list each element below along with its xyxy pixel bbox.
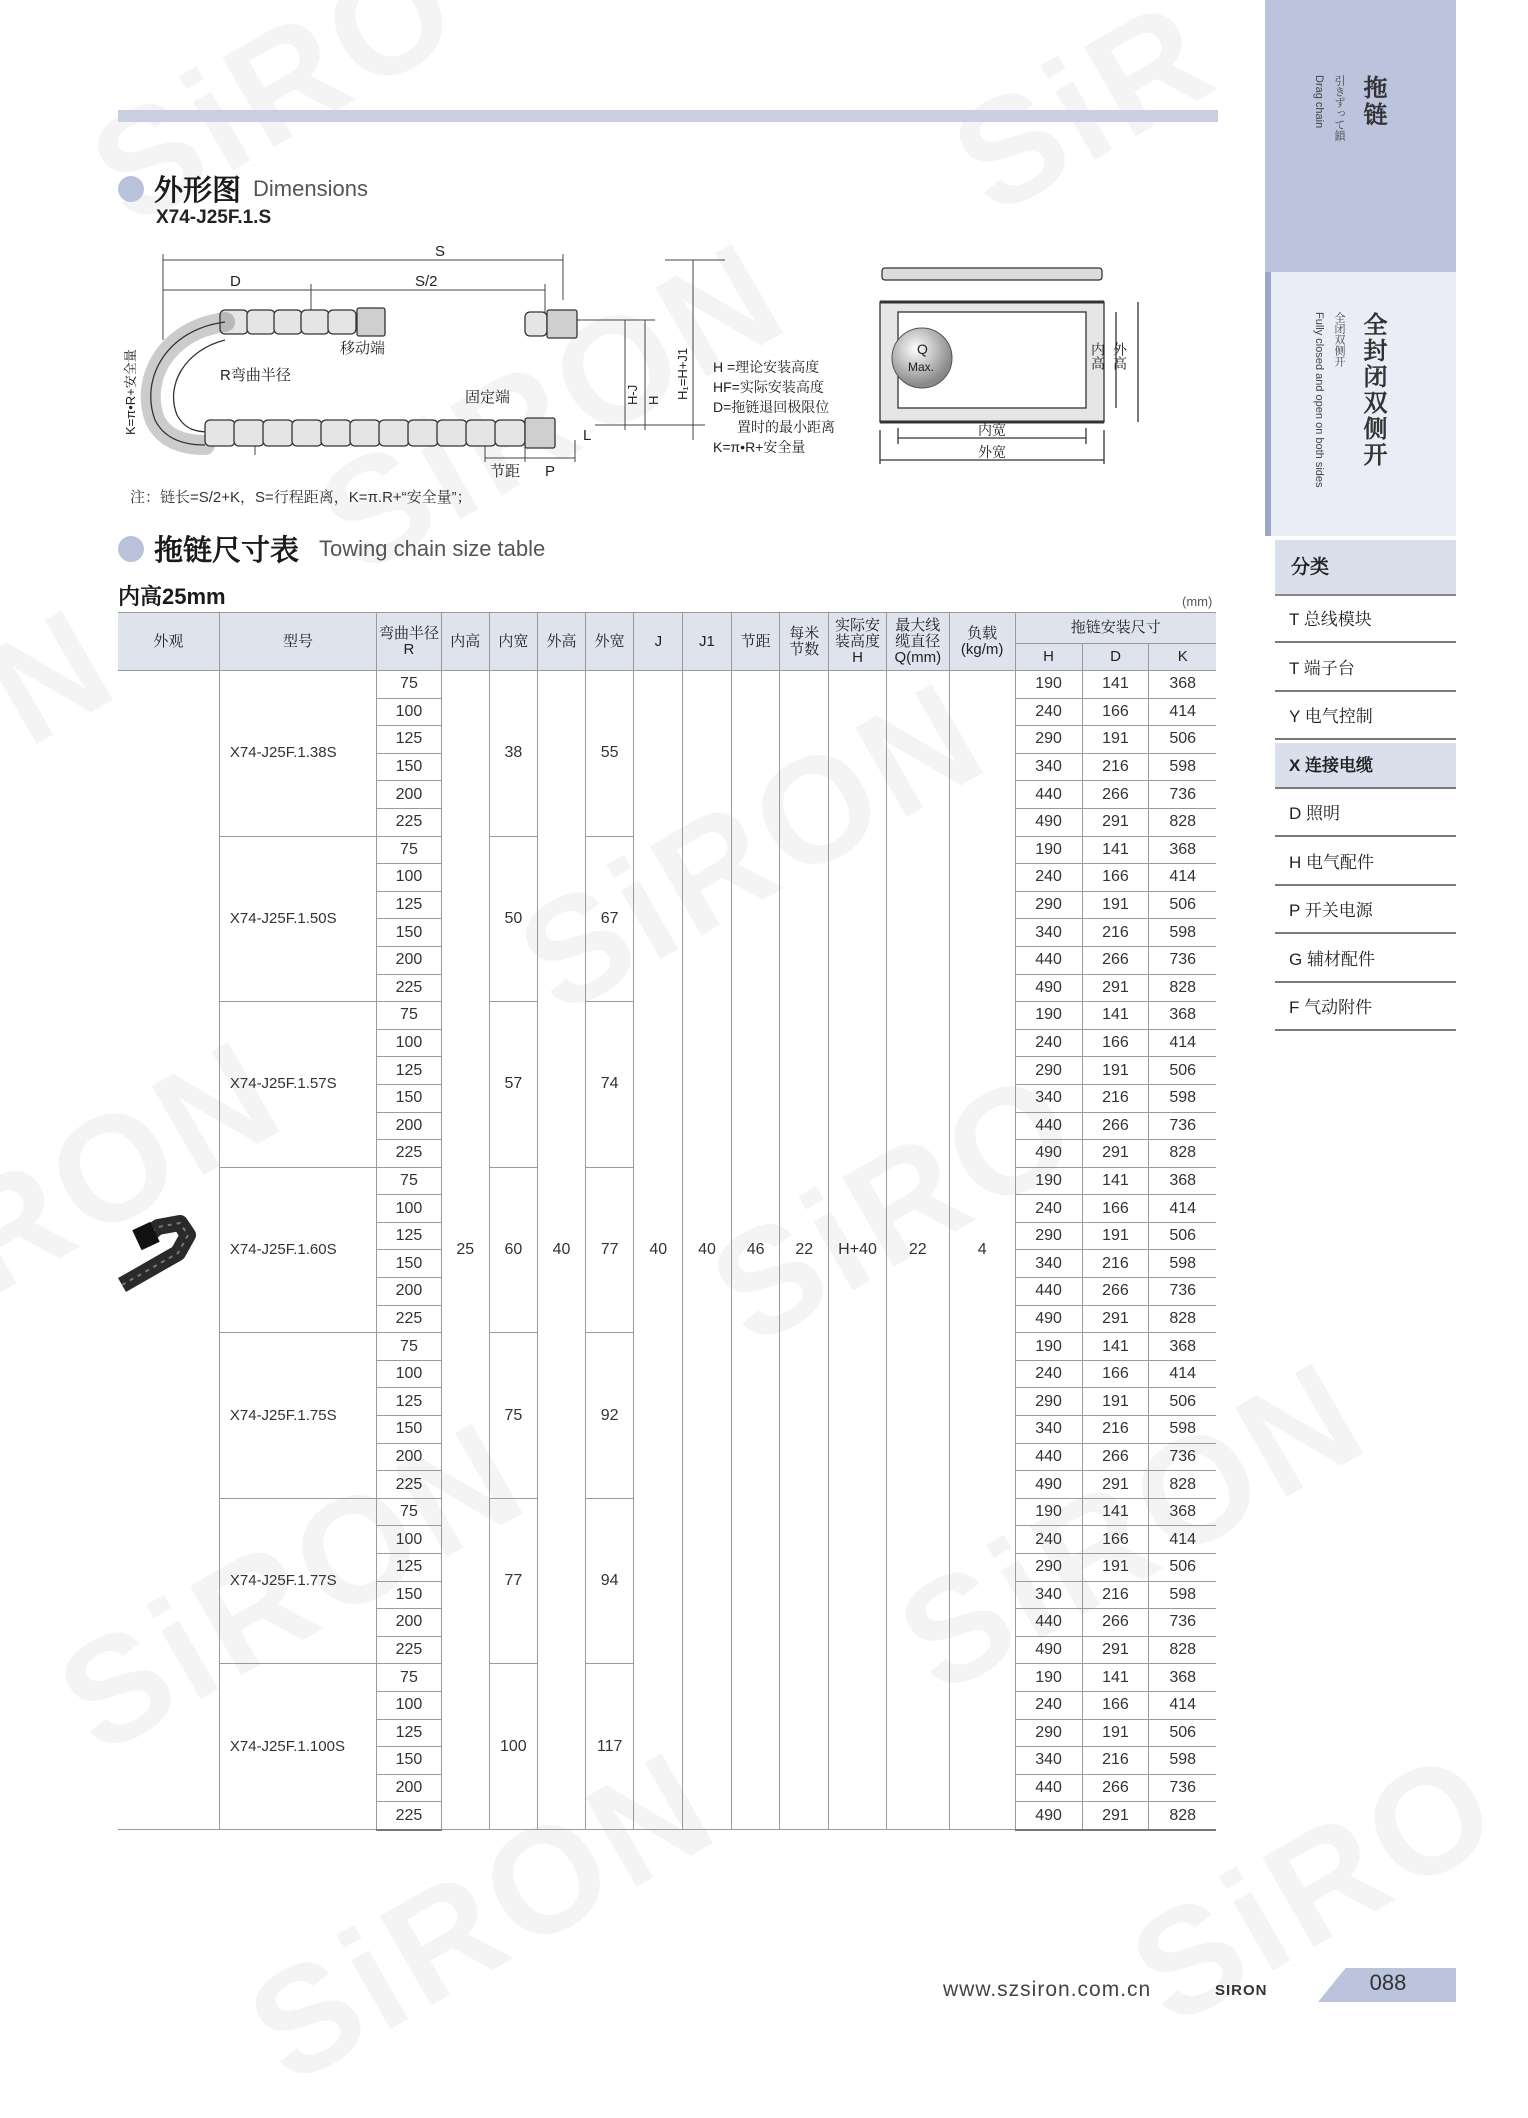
install-d-cell: 216 — [1082, 919, 1149, 947]
install-d-cell: 266 — [1082, 1278, 1149, 1306]
sidebar-item[interactable]: X 连接电缆 — [1275, 743, 1456, 789]
install-k-cell: 414 — [1149, 1526, 1216, 1554]
inner-height-subheading: 内高25mm — [118, 584, 226, 609]
l-label: L — [583, 427, 592, 444]
radius-cell: 100 — [377, 1360, 442, 1388]
model-name-cell: X74-J25F.1.77S — [219, 1498, 376, 1664]
install-h-cell: 240 — [1015, 864, 1082, 892]
outer-width-cell: 74 — [585, 1002, 634, 1168]
sidebar-band-accent — [1265, 272, 1271, 536]
radius-cell: 125 — [377, 1719, 442, 1747]
install-d-cell: 216 — [1082, 1084, 1149, 1112]
install-k-cell: 414 — [1149, 1691, 1216, 1719]
install-d-cell: 216 — [1082, 1250, 1149, 1278]
install-h-cell: 290 — [1015, 1222, 1082, 1250]
header-appearance: 外观 — [118, 613, 219, 671]
install-k-cell: 828 — [1149, 1471, 1216, 1499]
install-h-cell: 340 — [1015, 1084, 1082, 1112]
table-row — [118, 671, 1216, 699]
install-d-cell: 166 — [1082, 1195, 1149, 1223]
header-load-text: 负载 — [967, 624, 998, 642]
install-d-cell: 166 — [1082, 1029, 1149, 1057]
install-h-cell: 340 — [1015, 1747, 1082, 1775]
install-d-cell: 166 — [1082, 864, 1149, 892]
install-d-cell: 291 — [1082, 1140, 1149, 1168]
install-k-cell: 736 — [1149, 946, 1216, 974]
header-actual-height — [829, 613, 887, 671]
radius-cell: 225 — [377, 1305, 442, 1333]
header-inner-width: 内宽 — [489, 613, 538, 671]
k-label: K=π•R+安全量 — [123, 349, 138, 435]
sidebar-item[interactable]: G 辅材配件 — [1275, 937, 1456, 983]
install-h-cell: 290 — [1015, 1554, 1082, 1582]
drag-chain-photo — [118, 1205, 218, 1295]
hf-label: H₁=H+J1 — [675, 347, 690, 400]
install-d-cell: 291 — [1082, 1305, 1149, 1333]
install-d-cell: 266 — [1082, 1443, 1149, 1471]
sidebar-item[interactable]: P 开关电源 — [1275, 888, 1456, 934]
radius-cell: 125 — [377, 1388, 442, 1416]
install-d-cell: 141 — [1082, 1333, 1149, 1361]
cross-section-diagram — [870, 262, 1150, 472]
radius-cell: 150 — [377, 1747, 442, 1775]
install-h-cell: 190 — [1015, 1498, 1082, 1526]
install-k-cell: 828 — [1149, 808, 1216, 836]
sidebar-item[interactable]: F 气动附件 — [1275, 985, 1456, 1031]
install-h-cell: 290 — [1015, 1057, 1082, 1085]
moving-end-label: 移动端 — [340, 340, 386, 357]
radius-cell: 150 — [377, 919, 442, 947]
actual-height-cell: H+40 — [829, 671, 887, 1830]
install-k-cell: 736 — [1149, 781, 1216, 809]
install-d-cell: 141 — [1082, 1664, 1149, 1692]
install-k-cell: 368 — [1149, 1333, 1216, 1361]
install-d-cell: 266 — [1082, 1112, 1149, 1140]
header-load-sub: (kg/m) — [960, 640, 1004, 658]
outer-width-cell: 117 — [585, 1664, 634, 1830]
header-cable-text: 最大线缆直径 — [895, 616, 941, 650]
install-k-cell: 368 — [1149, 1002, 1216, 1030]
install-d-cell: 191 — [1082, 1057, 1149, 1085]
header-j1: J1 — [683, 613, 732, 671]
legend-line-5: K=π•R+安全量 — [713, 439, 806, 455]
dimensions-heading — [118, 168, 368, 209]
outer-height-cell: 40 — [538, 671, 586, 1830]
section-bullet-icon — [118, 176, 144, 202]
install-d-cell: 191 — [1082, 891, 1149, 919]
install-k-cell: 736 — [1149, 1443, 1216, 1471]
sidebar-band-en: Fully closed and open on both sides — [1313, 312, 1325, 488]
install-k-cell: 828 — [1149, 1636, 1216, 1664]
sidebar-item[interactable]: T 端子台 — [1275, 646, 1456, 692]
install-k-cell: 598 — [1149, 1747, 1216, 1775]
dim-s2-label: S/2 — [415, 273, 438, 290]
radius-cell: 225 — [377, 1636, 442, 1664]
install-h-cell: 240 — [1015, 1691, 1082, 1719]
header-j: J — [634, 613, 683, 671]
install-h-cell: 190 — [1015, 671, 1082, 699]
install-d-cell: 191 — [1082, 1719, 1149, 1747]
install-k-cell: 414 — [1149, 864, 1216, 892]
radius-cell: 225 — [377, 808, 442, 836]
radius-cell: 225 — [377, 974, 442, 1002]
install-k-cell: 736 — [1149, 1112, 1216, 1140]
install-h-cell: 190 — [1015, 1664, 1082, 1692]
model-label: X74-J25F.1.S — [156, 207, 272, 228]
sidebar-band-cn: 全闭双侧开 — [1333, 312, 1345, 367]
outer-height-label: 外高 — [1112, 342, 1128, 370]
header-radius-sub: R — [403, 640, 415, 658]
install-d-cell: 266 — [1082, 1774, 1149, 1802]
radius-cell: 125 — [377, 1554, 442, 1582]
install-d-cell: 266 — [1082, 781, 1149, 809]
radius-cell: 150 — [377, 1581, 442, 1609]
header-install-h: H — [1015, 644, 1082, 671]
inner-height-cell: 25 — [441, 671, 489, 1830]
dim-d-label: D — [230, 273, 241, 290]
header-actual-height-sub: H — [852, 648, 863, 666]
table-body — [118, 671, 1216, 1830]
install-d-cell: 141 — [1082, 671, 1149, 699]
outer-width-cell: 94 — [585, 1498, 634, 1664]
install-h-cell: 190 — [1015, 1333, 1082, 1361]
drag-chain-side-diagram — [125, 240, 865, 485]
install-d-cell: 166 — [1082, 698, 1149, 726]
radius-cell: 75 — [377, 1664, 442, 1692]
install-d-cell: 216 — [1082, 1747, 1149, 1775]
outer-width-cell: 67 — [585, 836, 634, 1002]
outer-width-cell: 77 — [585, 1167, 634, 1333]
radius-cell: 100 — [377, 864, 442, 892]
install-h-cell: 440 — [1015, 1609, 1082, 1637]
radius-cell: 75 — [377, 1167, 442, 1195]
install-h-cell: 240 — [1015, 1195, 1082, 1223]
sidebar-item[interactable]: T 总线模块 — [1275, 597, 1456, 643]
inner-width-cell: 38 — [489, 671, 538, 837]
install-k-cell: 828 — [1149, 1305, 1216, 1333]
install-k-cell: 368 — [1149, 1664, 1216, 1692]
q-max-label: Max. — [908, 360, 935, 374]
install-k-cell: 598 — [1149, 1084, 1216, 1112]
install-k-cell: 506 — [1149, 891, 1216, 919]
install-d-cell: 166 — [1082, 1526, 1149, 1554]
p-label: P — [545, 463, 556, 480]
radius-cell: 100 — [377, 1029, 442, 1057]
footer-url[interactable]: www.szsiron.com.cn — [943, 1978, 1152, 2001]
install-h-cell: 240 — [1015, 1360, 1082, 1388]
install-k-cell: 828 — [1149, 1140, 1216, 1168]
install-d-cell: 216 — [1082, 1581, 1149, 1609]
install-d-cell: 141 — [1082, 1498, 1149, 1526]
radius-cell: 100 — [377, 1691, 442, 1719]
radius-cell: 225 — [377, 1802, 442, 1830]
inner-width-label: 内宽 — [978, 422, 1006, 438]
radius-cell: 150 — [377, 1416, 442, 1444]
outer-width-label: 外宽 — [978, 444, 1006, 460]
install-k-cell: 598 — [1149, 1581, 1216, 1609]
inner-width-cell: 57 — [489, 1002, 538, 1168]
install-h-cell: 490 — [1015, 974, 1082, 1002]
radius-cell: 75 — [377, 836, 442, 864]
install-k-cell: 506 — [1149, 1554, 1216, 1582]
install-k-cell: 598 — [1149, 919, 1216, 947]
install-h-cell: 240 — [1015, 1526, 1082, 1554]
install-k-cell: 506 — [1149, 726, 1216, 754]
install-h-cell: 340 — [1015, 1416, 1082, 1444]
radius-cell: 150 — [377, 1084, 442, 1112]
h-label: H — [646, 395, 661, 405]
links-cell: 22 — [780, 671, 829, 1830]
header-actual-height-text: 实际安装高度 — [834, 616, 880, 650]
radius-cell: 200 — [377, 1112, 442, 1140]
inner-width-cell: 50 — [489, 836, 538, 1002]
header-links-per-meter: 每米节数 — [780, 613, 829, 671]
install-k-cell: 414 — [1149, 1195, 1216, 1223]
unit-label: (mm) — [1182, 594, 1213, 609]
header-install-k: K — [1149, 644, 1216, 671]
install-h-cell: 340 — [1015, 1250, 1082, 1278]
install-k-cell: 506 — [1149, 1388, 1216, 1416]
install-d-cell: 191 — [1082, 1388, 1149, 1416]
install-k-cell: 368 — [1149, 671, 1216, 699]
install-h-cell: 440 — [1015, 946, 1082, 974]
outer-width-cell: 92 — [585, 1333, 634, 1499]
sidebar-category-heading: 分类 — [1275, 540, 1456, 596]
bend-radius-label: R弯曲半径 — [220, 367, 291, 384]
install-h-cell: 290 — [1015, 891, 1082, 919]
install-d-cell: 141 — [1082, 1002, 1149, 1030]
dimensions-title: 外形图 — [154, 175, 242, 207]
header-outer-width: 外宽 — [585, 613, 634, 671]
header-install-dims: 拖链安装尺寸 — [1015, 613, 1216, 644]
radius-cell: 225 — [377, 1140, 442, 1168]
radius-cell: 75 — [377, 671, 442, 699]
legend-line-3: D=拖链退回极限位 — [713, 399, 830, 415]
j1-cell: 40 — [683, 671, 732, 1830]
legend-line-4: 置时的最小距离 — [737, 419, 835, 435]
install-h-cell: 340 — [1015, 753, 1082, 781]
radius-cell: 125 — [377, 1222, 442, 1250]
radius-cell: 75 — [377, 1002, 442, 1030]
install-d-cell: 191 — [1082, 1222, 1149, 1250]
radius-cell: 125 — [377, 726, 442, 754]
size-table — [118, 612, 1216, 1831]
install-d-cell: 141 — [1082, 1167, 1149, 1195]
model-name-cell: X74-J25F.1.38S — [219, 671, 376, 837]
radius-cell: 100 — [377, 1526, 442, 1554]
install-h-cell: 490 — [1015, 1471, 1082, 1499]
radius-cell: 75 — [377, 1498, 442, 1526]
install-d-cell: 291 — [1082, 1471, 1149, 1499]
install-d-cell: 291 — [1082, 808, 1149, 836]
sidebar-title: 拖链 — [1359, 75, 1386, 129]
install-k-cell: 368 — [1149, 1498, 1216, 1526]
inner-width-cell: 75 — [489, 1333, 538, 1499]
install-k-cell: 598 — [1149, 753, 1216, 781]
install-d-cell: 291 — [1082, 1802, 1149, 1830]
install-h-cell: 440 — [1015, 1278, 1082, 1306]
inner-width-cell: 77 — [489, 1498, 538, 1664]
q-label: Q — [917, 341, 928, 357]
install-h-cell: 340 — [1015, 1581, 1082, 1609]
radius-cell: 125 — [377, 891, 442, 919]
install-d-cell: 191 — [1082, 726, 1149, 754]
install-k-cell: 414 — [1149, 1360, 1216, 1388]
install-d-cell: 291 — [1082, 1636, 1149, 1664]
install-k-cell: 414 — [1149, 1029, 1216, 1057]
header-install-d: D — [1082, 644, 1149, 671]
install-h-cell: 440 — [1015, 1443, 1082, 1471]
install-k-cell: 506 — [1149, 1057, 1216, 1085]
install-h-cell: 440 — [1015, 781, 1082, 809]
model-name-cell: X74-J25F.1.100S — [219, 1664, 376, 1830]
install-k-cell: 828 — [1149, 974, 1216, 1002]
radius-cell: 125 — [377, 1057, 442, 1085]
install-k-cell: 828 — [1149, 1802, 1216, 1830]
radius-cell: 225 — [377, 1471, 442, 1499]
inner-height-label: 内高 — [1090, 342, 1106, 370]
install-k-cell: 598 — [1149, 1416, 1216, 1444]
model-name-cell: X74-J25F.1.50S — [219, 836, 376, 1002]
sidebar-item[interactable]: H 电气配件 — [1275, 840, 1456, 886]
header-pitch: 节距 — [731, 613, 780, 671]
sidebar-title-en: Drag chain — [1313, 75, 1325, 129]
install-k-cell: 736 — [1149, 1278, 1216, 1306]
header-inner-height: 内高 — [441, 613, 489, 671]
sidebar-title-jp: 引きずって鎖 — [1333, 75, 1345, 141]
install-h-cell: 490 — [1015, 1305, 1082, 1333]
section-bullet-icon — [118, 536, 144, 562]
radius-cell: 200 — [377, 781, 442, 809]
install-d-cell: 291 — [1082, 974, 1149, 1002]
model-name-cell: X74-J25F.1.57S — [219, 1002, 376, 1168]
radius-cell: 150 — [377, 753, 442, 781]
fixed-end-label: 固定端 — [465, 389, 511, 406]
install-h-cell: 190 — [1015, 836, 1082, 864]
install-h-cell: 440 — [1015, 1112, 1082, 1140]
legend-line-1: H =理论安装高度 — [713, 359, 820, 375]
install-d-cell: 216 — [1082, 753, 1149, 781]
install-h-cell: 190 — [1015, 1002, 1082, 1030]
install-k-cell: 414 — [1149, 698, 1216, 726]
header-radius — [377, 613, 442, 671]
inner-width-cell: 100 — [489, 1664, 538, 1830]
install-k-cell: 736 — [1149, 1774, 1216, 1802]
header-radius-text: 弯曲半径 — [378, 624, 439, 642]
install-k-cell: 598 — [1149, 1250, 1216, 1278]
install-h-cell: 490 — [1015, 1802, 1082, 1830]
install-k-cell: 368 — [1149, 836, 1216, 864]
install-k-cell: 736 — [1149, 1609, 1216, 1637]
outer-width-cell: 55 — [585, 671, 634, 837]
hj-label: H-J — [625, 384, 640, 405]
header-load — [949, 613, 1015, 671]
page-number: 088 — [1369, 1970, 1407, 1995]
install-d-cell: 216 — [1082, 1416, 1149, 1444]
radius-cell: 75 — [377, 1333, 442, 1361]
install-d-cell: 166 — [1082, 1360, 1149, 1388]
install-k-cell: 506 — [1149, 1222, 1216, 1250]
install-d-cell: 266 — [1082, 1609, 1149, 1637]
radius-cell: 200 — [377, 1774, 442, 1802]
sidebar-item[interactable]: Y 电气控制 — [1275, 694, 1456, 740]
radius-cell: 100 — [377, 1195, 442, 1223]
table-title: 拖链尺寸表 — [154, 535, 300, 567]
inner-width-cell: 60 — [489, 1167, 538, 1333]
table-title-en: Towing chain size table — [319, 535, 546, 561]
install-k-cell: 506 — [1149, 1719, 1216, 1747]
install-h-cell: 290 — [1015, 1388, 1082, 1416]
model-name-cell: X74-J25F.1.60S — [219, 1167, 376, 1333]
header-outer-height: 外高 — [538, 613, 586, 671]
pitch-cell: 46 — [731, 671, 780, 1830]
radius-cell: 200 — [377, 1278, 442, 1306]
install-h-cell: 290 — [1015, 1719, 1082, 1747]
install-h-cell: 290 — [1015, 726, 1082, 754]
radius-cell: 200 — [377, 1443, 442, 1471]
install-h-cell: 440 — [1015, 1774, 1082, 1802]
install-d-cell: 166 — [1082, 1691, 1149, 1719]
footer-logo: SIRON — [1215, 1982, 1268, 1999]
legend-line-2: HF=实际安装高度 — [713, 379, 824, 395]
dim-s-label: S — [435, 243, 446, 260]
install-h-cell: 490 — [1015, 1140, 1082, 1168]
sidebar-header — [1265, 0, 1456, 272]
j-cell: 40 — [634, 671, 683, 1830]
model-name-cell: X74-J25F.1.75S — [219, 1333, 376, 1499]
dimension-note: 注：链长=S/2+K，S=行程距离，K=π.R+“安全量”； — [130, 489, 472, 506]
table-heading — [118, 528, 545, 569]
radius-cell: 200 — [377, 946, 442, 974]
load-cell: 4 — [949, 671, 1015, 1830]
install-h-cell: 340 — [1015, 919, 1082, 947]
top-divider-bar — [118, 110, 1218, 122]
install-d-cell: 141 — [1082, 836, 1149, 864]
dimensions-title-en: Dimensions — [253, 175, 368, 201]
install-h-cell: 240 — [1015, 698, 1082, 726]
install-h-cell: 490 — [1015, 808, 1082, 836]
header-cable-sub: Q(mm) — [894, 648, 942, 666]
install-h-cell: 190 — [1015, 1167, 1082, 1195]
sidebar-band-title: 全封闭双侧开 — [1359, 312, 1386, 468]
install-d-cell: 266 — [1082, 946, 1149, 974]
radius-cell: 150 — [377, 1250, 442, 1278]
install-h-cell: 240 — [1015, 1029, 1082, 1057]
sidebar-item[interactable]: D 照明 — [1275, 791, 1456, 837]
install-d-cell: 191 — [1082, 1554, 1149, 1582]
cable-diameter-cell: 22 — [886, 671, 949, 1830]
install-h-cell: 490 — [1015, 1636, 1082, 1664]
radius-cell: 200 — [377, 1609, 442, 1637]
radius-cell: 100 — [377, 698, 442, 726]
header-model: 型号 — [219, 613, 376, 671]
header-cable-diameter — [886, 613, 949, 671]
pitch-label: 节距 — [490, 463, 521, 480]
install-k-cell: 368 — [1149, 1167, 1216, 1195]
